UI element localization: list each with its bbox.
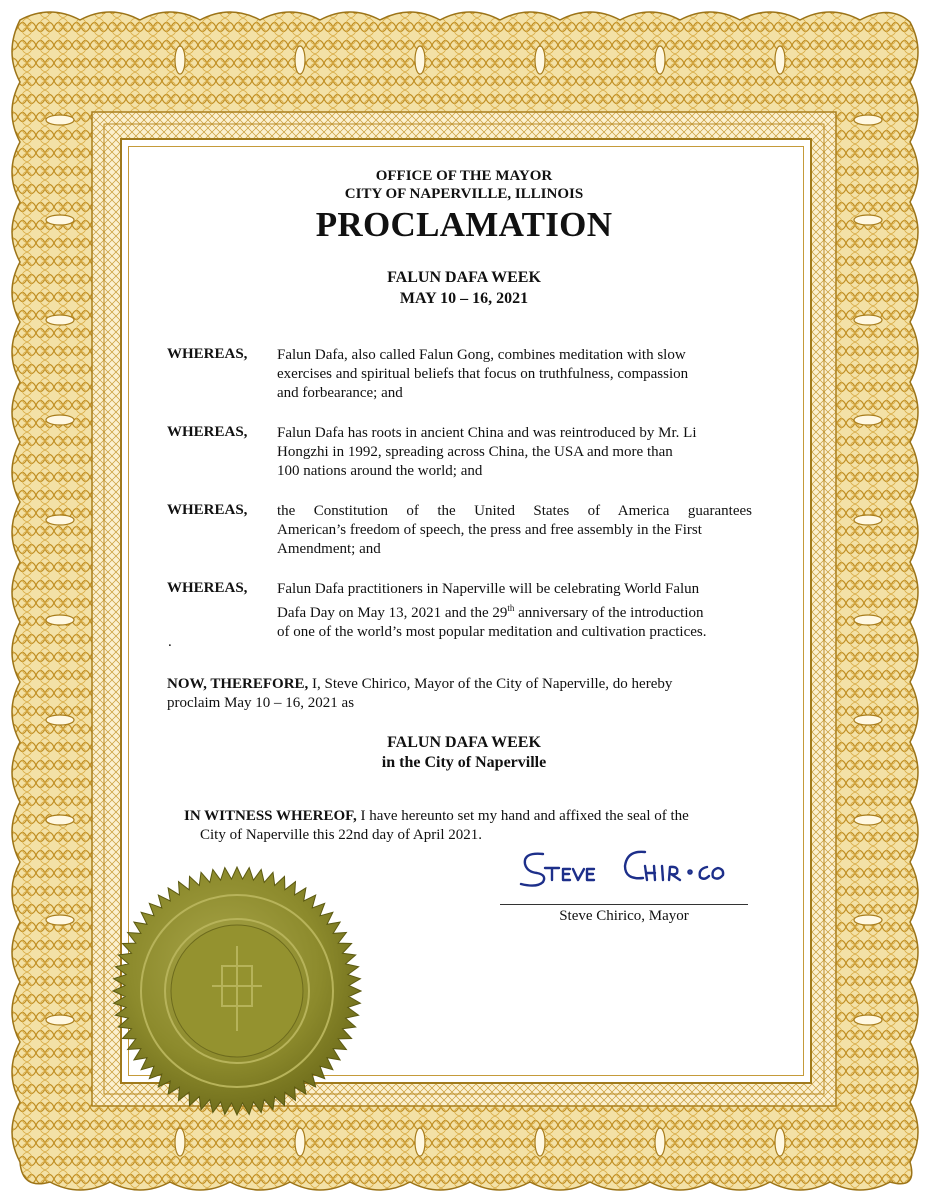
ordinal-suffix: th [507, 603, 515, 613]
mayor-name: Steve Chirico, Mayor [559, 908, 689, 924]
line-text: I, Steve Chirico, Mayor of the City of Naperville, do hereby [308, 676, 673, 692]
paragraph-line: Falun Dafa, also called Falun Gong, combines meditation with slow [277, 347, 686, 363]
proclamation-title: PROCLAMATION [315, 205, 613, 244]
paragraph-line [184, 807, 764, 826]
whereas-paragraph [277, 580, 752, 642]
city-heading: CITY OF NAPERVILLE, ILLINOIS [344, 186, 584, 202]
paragraph-line [167, 675, 757, 694]
whereas-paragraph [277, 424, 752, 481]
paragraph-line: and forbearance; and [277, 385, 403, 401]
witness-paragraph [184, 807, 764, 845]
paragraph-line: Falun Dafa practitioners in Naperville will be celebrating World Falun [277, 581, 700, 597]
paragraph-line: the Constitution of the United States of America guarantees [277, 503, 752, 519]
paragraph-line: 100 nations around the world; and [277, 463, 483, 479]
gold-city-seal-icon [112, 866, 362, 1116]
whereas-paragraph [277, 346, 752, 403]
whereas-label: WHEREAS, [167, 424, 248, 440]
now-therefore-label: NOW, THEREFORE, [167, 676, 309, 692]
paragraph-line: American’s freedom of speech, the press and free assembly in the First [277, 522, 702, 538]
whereas-paragraph [277, 502, 752, 559]
whereas-label: WHEREAS, [167, 346, 248, 362]
now-therefore-paragraph [167, 675, 757, 713]
paragraph-line: City of Naperville this 22nd day of April 2021. [200, 827, 483, 843]
signature-line [500, 904, 748, 905]
dates-heading: MAY 10 – 16, 2021 [399, 290, 529, 307]
witness-label: IN WITNESS WHEREOF, [184, 808, 357, 824]
line-text: anniversary of the introduction [514, 605, 704, 621]
paragraph-line: of one of the world’s most popular meditation and cultivation practices. [277, 624, 707, 640]
paragraph-line: Amendment; and [277, 541, 381, 557]
side-print-code [3, 128, 12, 130]
proclaimed-title: FALUN DAFA WEEK [387, 734, 541, 751]
mayor-signature [515, 842, 765, 892]
stray-mark: . [168, 634, 172, 650]
line-text: I have hereunto set my hand and affixed the seal of the [356, 808, 689, 824]
whereas-label: WHEREAS, [167, 502, 248, 518]
paragraph-line: Hongzhi in 1992, spreading across China, the USA and more than [277, 444, 673, 460]
line-text: Dafa Day on May 13, 2021 and the 29 [277, 605, 508, 621]
paragraph-line: exercises and spiritual beliefs that focus on truthfulness, compassion [277, 366, 689, 382]
paragraph-line [277, 599, 752, 623]
paragraph-line: Falun Dafa has roots in ancient China and was reintroduced by Mr. Li [277, 425, 697, 441]
whereas-label: WHEREAS, [167, 580, 248, 596]
subject-heading: FALUN DAFA WEEK [387, 269, 541, 286]
proclaimed-subtitle: in the City of Naperville [381, 754, 547, 771]
office-heading: OFFICE OF THE MAYOR [375, 168, 553, 184]
paragraph-line: proclaim May 10 – 16, 2021 as [167, 695, 355, 711]
